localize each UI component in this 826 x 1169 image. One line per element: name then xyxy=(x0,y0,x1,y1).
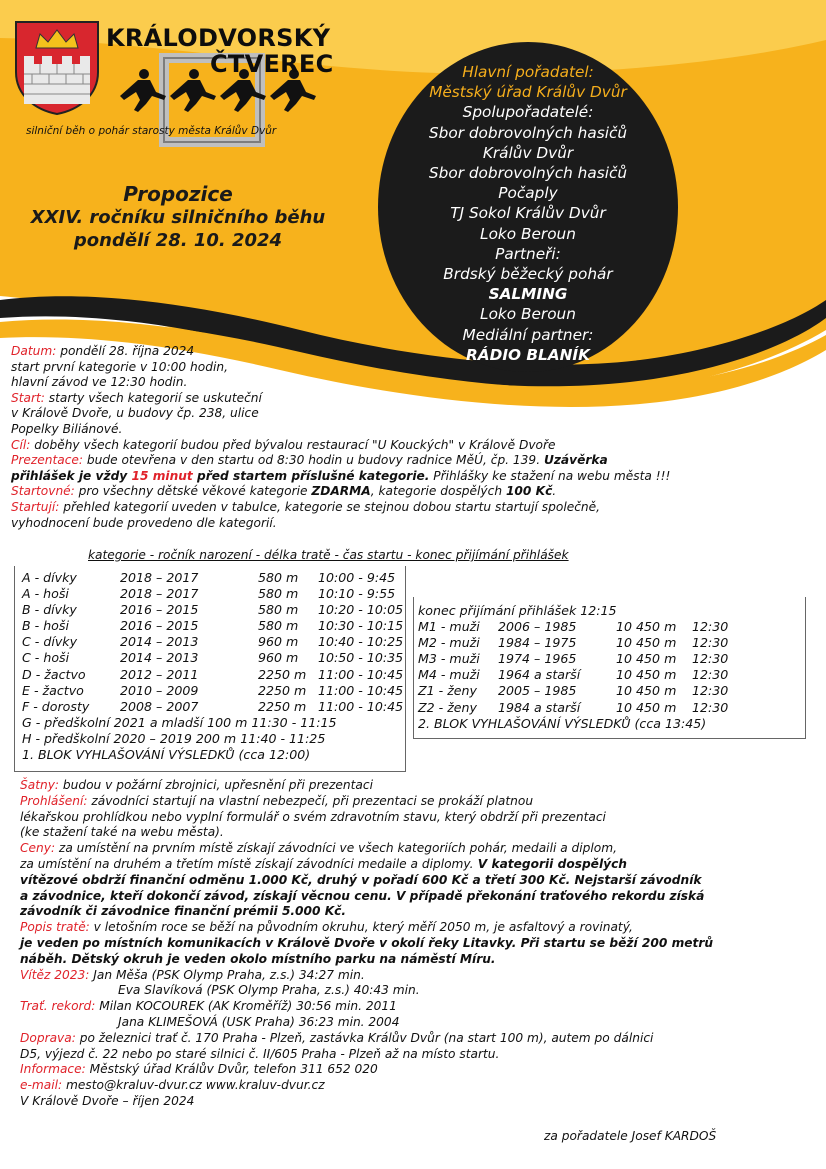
category-time: 10:50 - 10:35 xyxy=(318,650,404,666)
category-time: 10:20 - 10:05 xyxy=(318,602,404,618)
label-datum: Datum: xyxy=(11,344,57,358)
results-block-2: 2. BLOK VYHLAŠOVÁNÍ VÝSLEDKŮ (cca 13:45) xyxy=(418,715,707,731)
category-len: 2250 m xyxy=(258,682,307,698)
categories-list-adults xyxy=(418,603,728,732)
category-row xyxy=(22,650,403,666)
category-yr: 2016 – 2015 xyxy=(120,602,199,618)
ceny-text-5: závodník či závodnice finanční prémii 5.000 Kč. xyxy=(20,904,347,919)
ceny-text-3: vítězové obdrží finanční odměnu 1.000 Kč, druhý v pořadí 600 Kč a třetí 300 Kč. Nejstarší závodník xyxy=(20,872,702,887)
organizer-line: TJ Sokol Králův Dvůr xyxy=(450,204,606,223)
category-len: 2250 m xyxy=(258,666,307,682)
label-prezentace: Prezentace: xyxy=(11,453,84,468)
event-date: pondělí 28. 10. 2024 xyxy=(73,230,283,251)
category-yr: 2012 – 2011 xyxy=(120,666,199,682)
category-yr: 2006 – 1985 xyxy=(498,619,577,635)
category-yr: 2018 – 2017 xyxy=(120,570,199,585)
category-time: 10:00 - 9:45 xyxy=(318,570,396,585)
label-cil: Cíl: xyxy=(11,437,31,452)
categories-list-children xyxy=(22,570,403,763)
category-len: 580 m xyxy=(258,586,299,602)
label-vitez: Vítěz 2023: xyxy=(20,967,90,982)
prezentace-bold-3: před startem příslušné kategorie. xyxy=(192,468,430,483)
event-logo-title-line2: ČTVEREC xyxy=(210,50,334,78)
category-time: 11:00 - 10:45 xyxy=(318,666,404,682)
category-time: 12:30 xyxy=(692,619,729,635)
startuji-text-2: vyhodnocení bude provedeno dle kategorií. xyxy=(11,515,277,530)
category-len: 10 450 m xyxy=(616,619,677,635)
category-row xyxy=(418,635,728,651)
label-start: Start: xyxy=(11,390,45,405)
category-row xyxy=(418,619,728,635)
email-text[interactable]: mesto@kraluv-dvur.cz www.kraluv-dvur.cz xyxy=(62,1078,325,1093)
label-email: e-mail: xyxy=(20,1078,63,1093)
category-yr: 2016 – 2015 xyxy=(120,618,199,634)
category-row: G - předškolní 2021 a mladší 100 m 11:30 - 11:15 xyxy=(22,714,337,730)
category-yr: 2005 – 1985 xyxy=(498,683,577,699)
category-row xyxy=(22,618,403,634)
category-time: 10:30 - 10:15 xyxy=(318,618,404,634)
date-line: V Králově Dvoře – říjen 2024 xyxy=(20,1093,195,1108)
category-row xyxy=(22,667,403,683)
prohlaseni-text-3: (ke stažení také na webu města). xyxy=(20,825,224,840)
category-cat: B - hoši xyxy=(22,618,69,634)
category-time: 12:30 xyxy=(692,667,729,683)
event-info xyxy=(11,344,823,531)
town-coat-of-arms-icon xyxy=(14,20,100,116)
category-yr: 2010 – 2009 xyxy=(120,682,199,698)
organizer-line: Městský úřad Králův Dvůr xyxy=(429,83,627,102)
start-text: starty všech kategorií se uskuteční xyxy=(44,390,262,405)
prezentace-text: bude otevřena v den startu od 8:30 hodin u budovy radnice MěÚ, čp. 139. xyxy=(83,453,544,468)
category-len: 2250 m xyxy=(258,698,307,714)
category-time: 12:30 xyxy=(692,635,729,651)
category-cat: C - dívky xyxy=(22,634,78,650)
organizer-line: Hlavní pořadatel: xyxy=(462,63,594,81)
category-len: 960 m xyxy=(258,634,299,650)
category-time: 12:30 xyxy=(692,651,729,667)
category-time: 12:30 xyxy=(692,683,729,699)
organizer-line: Loko Beroun xyxy=(480,305,576,324)
ceny-text-2b: V kategorii dospělých xyxy=(473,856,627,871)
category-cat: B - dívky xyxy=(22,602,77,618)
category-yr: 1974 – 1965 xyxy=(498,651,577,667)
startuji-text: přehled kategorií uveden v tabulce, kategorie se stejnou dobou startu startují společně, xyxy=(59,499,601,514)
startovne-adult-fee: 100 Kč xyxy=(505,484,553,499)
prezentace-text-2: Přihlášky ke stažení na webu města !!! xyxy=(429,468,671,483)
organizer-signature: za pořadatele Josef KARDOŠ xyxy=(544,1129,717,1143)
organizer-line: Brdský běžecký pohár xyxy=(443,265,613,284)
event-logo-title: KRÁLODVORSKÝ xyxy=(106,24,331,52)
category-time: 12:30 xyxy=(692,699,729,715)
label-rekord: Trať. rekord: xyxy=(20,999,96,1014)
informace-text: Městský úřad Králův Dvůr, telefon 311 652 020 xyxy=(85,1062,378,1077)
category-row xyxy=(418,700,728,716)
adults-registration-deadline: konec přijímání přihlášek 12:15 xyxy=(418,603,617,618)
satny-text: budou v požární zbrojnici, upřesnění při prezentaci xyxy=(59,778,373,792)
start-text-3: Popelky Biliánové. xyxy=(11,421,123,436)
category-len: 10 450 m xyxy=(616,651,677,667)
label-informace: Informace: xyxy=(20,1062,86,1077)
category-yr: 1984 a starší xyxy=(498,699,581,715)
prezentace-deadline: 15 minut xyxy=(131,468,193,483)
category-cat: M4 - muži xyxy=(418,667,480,683)
label-startuji: Startují: xyxy=(11,499,60,514)
datum-main: hlavní závod ve 12:30 hodin. xyxy=(11,375,188,390)
category-time: 11:00 - 10:45 xyxy=(318,682,404,698)
organizer-line: RÁDIO BLANÍK xyxy=(466,345,590,364)
category-yr: 1984 – 1975 xyxy=(498,635,577,651)
ceny-text: za umístění na prvním místě získají závodníci ve všech kategoriích pohár, medaili a diplom, xyxy=(55,841,618,856)
vitez-text: Jan Měša (PSK Olymp Praha, z.s.) 34:27 min. xyxy=(89,967,365,982)
prezentace-bold-2: přihlášek je vždy xyxy=(11,468,132,483)
organizer-line: Mediální partner: xyxy=(462,325,594,344)
organizers-list xyxy=(378,62,678,365)
category-len: 580 m xyxy=(258,602,299,618)
rekord-text-2: Jana KLIMEŠOVÁ (USK Praha) 36:23 min. 2004 xyxy=(118,1014,400,1029)
event-logo-subtitle: silniční běh o pohár starosty města Králův Dvůr xyxy=(26,125,277,137)
startovne-text-2: , kategorie dospělých xyxy=(370,484,506,499)
category-len: 10 450 m xyxy=(616,635,677,651)
label-ceny: Ceny: xyxy=(20,841,56,856)
category-row xyxy=(418,651,728,667)
doprava-text-2: D5, výjezd č. 22 nebo po staré silnici č. II/605 Praha - Plzeň až na místo startu. xyxy=(20,1046,500,1061)
category-row xyxy=(22,570,403,586)
category-cat: M2 - muži xyxy=(418,635,480,651)
category-time: 10:40 - 10:25 xyxy=(318,634,404,650)
organizer-line: Počaply xyxy=(498,184,558,203)
label-prohlaseni: Prohlášení: xyxy=(20,793,88,808)
category-row xyxy=(22,699,403,715)
category-cat: Z2 - ženy xyxy=(418,699,477,715)
label-popis-trate: Popis tratě: xyxy=(20,920,90,935)
category-row xyxy=(418,683,728,699)
prohlaseni-text-2: lékařskou prohlídkou nebo vyplní formulář o svém zdravotním stavu, který obdrží při prezentaci xyxy=(20,809,606,824)
category-cat: M1 - muži xyxy=(418,619,480,635)
category-len: 10 450 m xyxy=(616,683,677,699)
doprava-text: po železnici trať č. 170 Praha - Plzeň, zastávka Králův Dvůr (na start 100 m), autem po dálnici xyxy=(75,1030,654,1045)
category-yr: 2008 – 2007 xyxy=(120,698,199,714)
category-time: 10:10 - 9:55 xyxy=(318,586,396,602)
organizer-line: SALMING xyxy=(488,285,568,304)
category-row: H - předškolní 2020 – 2019 200 m 11:40 - 11:25 xyxy=(22,730,326,746)
prezentace-bold-1: Uzávěrka xyxy=(543,453,608,468)
category-len: 580 m xyxy=(258,570,299,585)
category-cat: F - dorosty xyxy=(22,698,90,714)
category-cat: A - hoši xyxy=(22,586,69,602)
category-cat: Z1 - ženy xyxy=(418,683,477,699)
startovne-text-3: . xyxy=(552,484,557,499)
organizer-line: Partneři: xyxy=(495,244,561,263)
rekord-text: Milan KOCOUREK (AK Kroměříž) 30:56 min. 2011 xyxy=(95,999,397,1014)
category-time: 11:00 - 10:45 xyxy=(318,698,404,714)
category-row xyxy=(22,634,403,650)
categories-header: kategorie - ročník narození - délka tratě - čas startu - konec přijímání přihlášek xyxy=(88,548,569,562)
organizer-line: Sbor dobrovolných hasičů xyxy=(428,164,628,183)
organizer-line: Králův Dvůr xyxy=(482,143,574,162)
document-title: Propozice xyxy=(123,182,233,206)
popis-text-2: je veden po místních komunikacích v Králově Dvoře v okolí řeky Litavky. Při startu se běží 200 metrů xyxy=(20,935,714,950)
category-cat: A - dívky xyxy=(22,570,77,585)
additional-info xyxy=(20,778,826,1110)
category-yr: 2018 – 2017 xyxy=(120,586,199,602)
datum-start: start první kategorie v 10:00 hodin, xyxy=(11,359,228,374)
popis-text-3: náběh. Dětský okruh je veden okolo místního parku na náměstí Míru. xyxy=(20,951,496,966)
datum-text: pondělí 28. října 2024 xyxy=(56,344,195,358)
label-satny: Šatny: xyxy=(20,778,60,792)
startovne-text: pro všechny dětské věkové kategorie xyxy=(74,484,312,499)
category-len: 10 450 m xyxy=(616,667,677,683)
category-cat: M3 - muži xyxy=(418,651,480,667)
organizer-line: Spolupořadatelé: xyxy=(462,103,594,122)
category-row xyxy=(418,667,728,683)
document-subtitle: XXIV. ročníku silničního běhu xyxy=(30,207,326,228)
prohlaseni-text: závodníci startují na vlastní nebezpečí, při prezentaci se prokáží platnou xyxy=(87,793,534,808)
category-row xyxy=(22,586,403,602)
category-yr: 2014 – 2013 xyxy=(120,650,199,666)
category-len: 580 m xyxy=(258,618,299,634)
category-len: 10 450 m xyxy=(616,699,677,715)
category-row xyxy=(22,602,403,618)
category-row xyxy=(22,683,403,699)
ceny-text-2: za umístění na druhém a třetím místě získají závodníci medaile a diplomy. xyxy=(20,856,474,871)
ceny-text-4: a závodnice, kteří dokončí závod, získají věcnou cenu. V případě překonání traťového rekordu získá xyxy=(20,888,705,903)
results-block-1: 1. BLOK VYHLAŠOVÁNÍ VÝSLEDKŮ (cca 12:00) xyxy=(22,747,311,763)
popis-text: v letošním roce se běží na původním okruhu, který měří 2050 m, je asfaltový a rovinatý, xyxy=(89,920,633,935)
category-cat: E - žactvo xyxy=(22,682,84,698)
category-cat: D - žactvo xyxy=(22,666,86,682)
organizer-line: Sbor dobrovolných hasičů xyxy=(428,123,628,142)
category-len: 960 m xyxy=(258,650,299,666)
label-doprava: Doprava: xyxy=(20,1030,76,1045)
label-startovne: Startovné: xyxy=(11,484,75,499)
category-yr: 2014 – 2013 xyxy=(120,634,199,650)
organizer-line: Loko Beroun xyxy=(480,224,576,243)
category-yr: 1964 a starší xyxy=(498,667,581,683)
start-text-2: v Králově Dvoře, u budovy čp. 238, ulice xyxy=(11,406,259,421)
cil-text: doběhy všech kategorií budou před bývalou restaurací "U Kouckých" v Králově Dvoře xyxy=(30,437,556,452)
startovne-free: ZDARMA xyxy=(311,484,371,499)
vitez-text-2: Eva Slavíková (PSK Olymp Praha, z.s.) 40:43 min. xyxy=(118,983,420,998)
category-cat: C - hoši xyxy=(22,650,70,666)
